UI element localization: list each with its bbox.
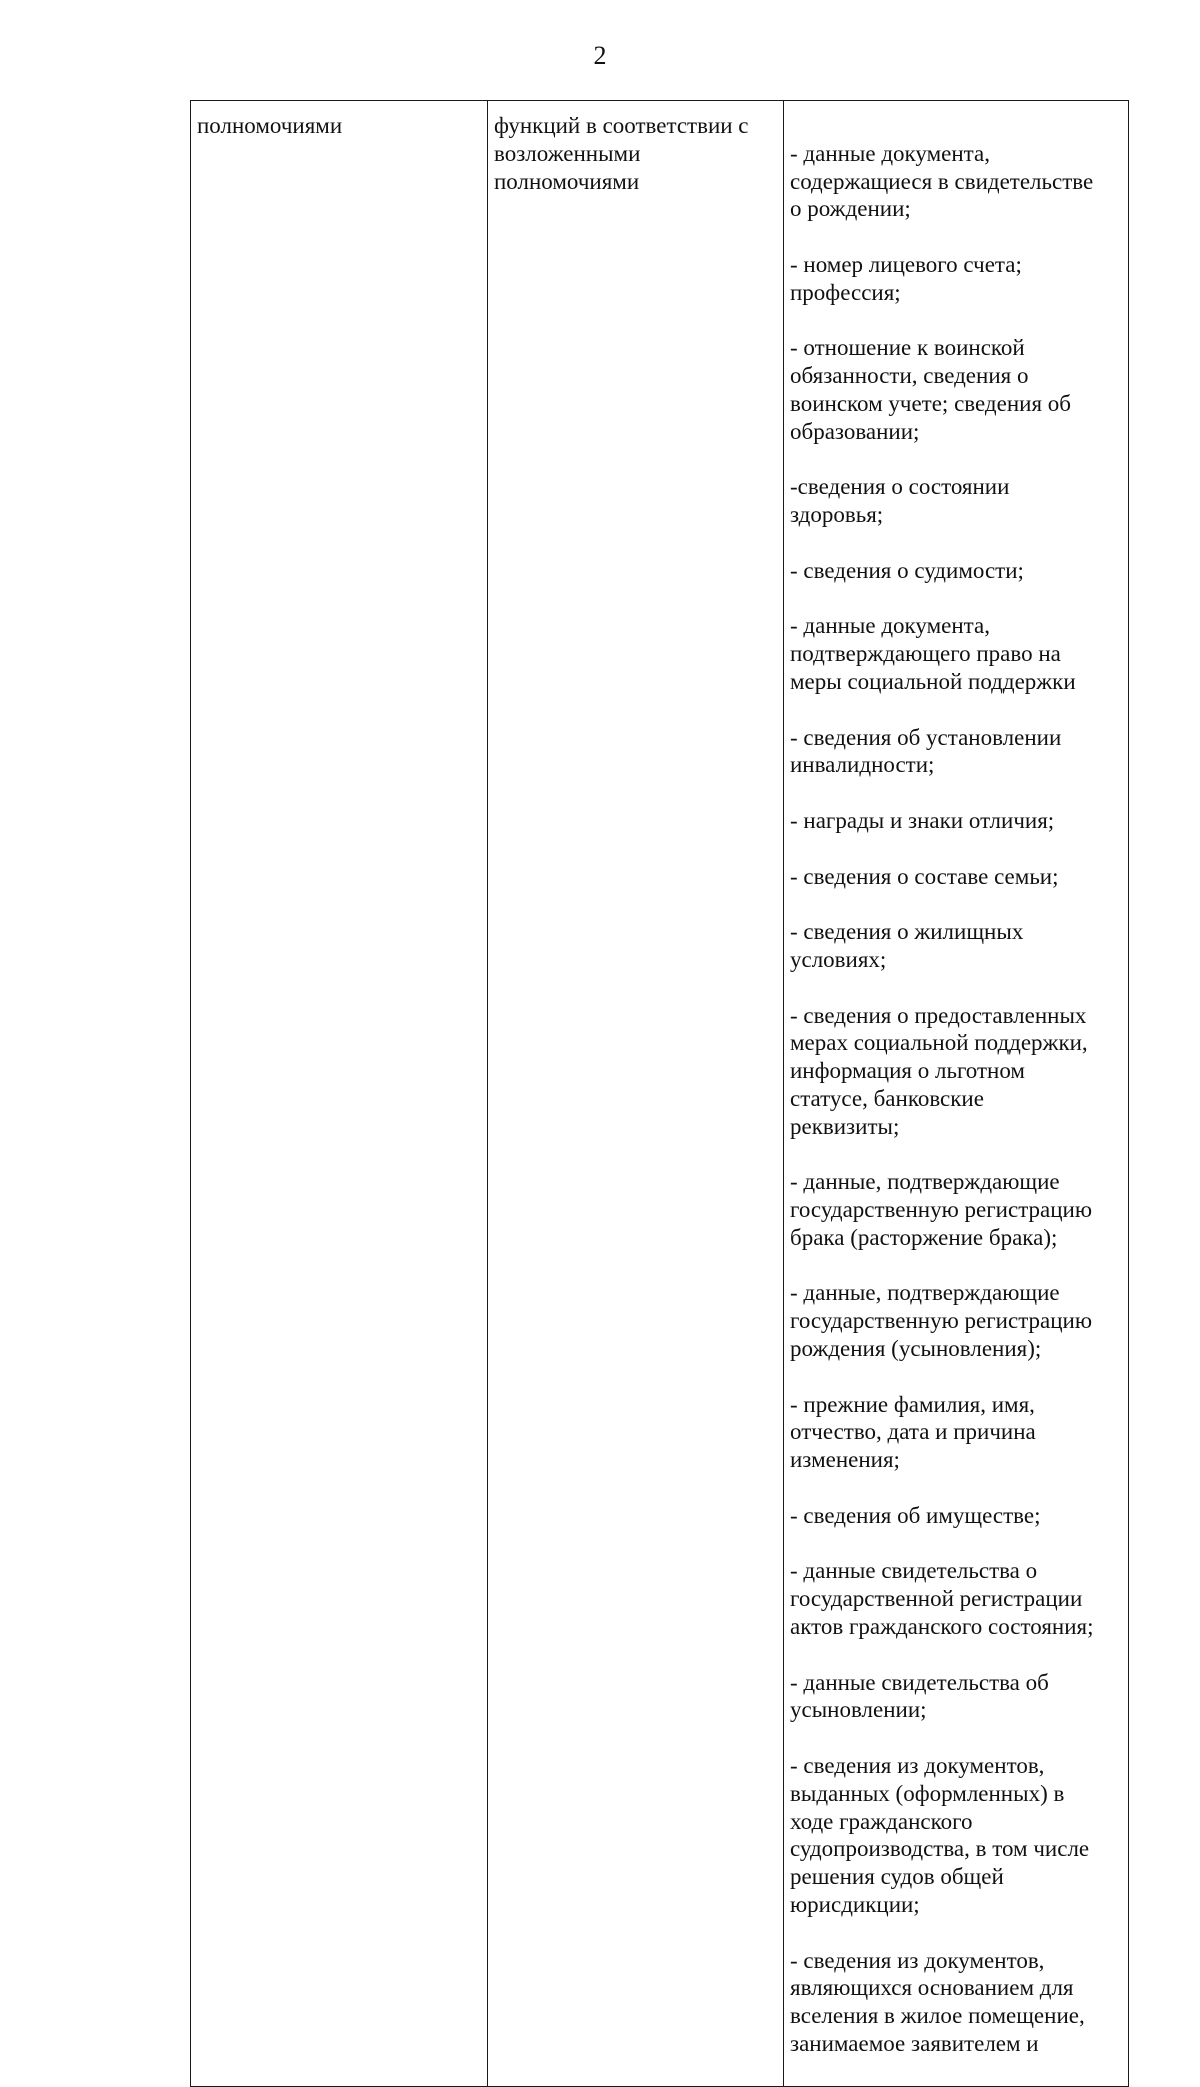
list-item: - сведения об имуществе; — [790, 1502, 1041, 1528]
table-cell-col3 — [784, 101, 1129, 2087]
list-item: - сведения о жилищных условиях; — [790, 919, 1024, 972]
list-item: - сведения об установлении инвалидности; — [790, 724, 1062, 778]
col1-text: полномочиями — [197, 113, 343, 138]
table-cell-col2 — [488, 101, 784, 2087]
list-item: - номер лицевого счета; профессия; — [790, 251, 1022, 305]
col2-text: функций в соответствии с возложенными полномочиями — [494, 113, 749, 194]
table-row — [191, 101, 1129, 2087]
list-item: - награды и знаки отличия; — [790, 807, 1055, 833]
list-item: - данные документа, подтверждающего право на меры социальной поддержки — [790, 613, 1076, 694]
list-item: - данные документа, содержащиеся в свидетельстве о рождении; — [790, 140, 1094, 222]
list-item: - данные свидетельства об усыновлении; — [790, 1669, 1049, 1723]
list-item: - отношение к воинской обязанности, сведения о воинском учете; сведения об образовании; — [790, 335, 1071, 444]
table-cell-col1 — [191, 101, 488, 2087]
list-item: - сведения о составе семьи; — [790, 863, 1059, 889]
list-item: - прежние фамилия, имя, отчество, дата и причина изменения; — [790, 1391, 1036, 1473]
list-item: - сведения о судимости; — [790, 557, 1024, 583]
list-item: - данные свидетельства о государственной регистрации актов гражданского состояния; — [790, 1558, 1094, 1640]
list-item: -сведения о состоянии здоровья; — [790, 474, 1010, 528]
list-item: - данные, подтверждающие государственную регистрацию брака (расторжение брака); — [790, 1169, 1093, 1250]
list-item: - данные, подтверждающие государственную регистрацию рождения (усыновления); — [790, 1280, 1093, 1362]
list-item: - сведения о предоставленных мерах социальной поддержки, информация о льготном статусе, банковские реквизиты; — [790, 1002, 1088, 1139]
col3-list — [790, 112, 1124, 2086]
document-table — [190, 100, 1129, 2087]
page-number: 2 — [593, 41, 607, 70]
list-item: - сведения из документов, являющихся основанием для вселения в жилое помещение, занимаемое заявителем и — [790, 1947, 1085, 2056]
list-item: - сведения из документов, выданных (оформленных) в ходе гражданского судопроизводства, в том числе решения судов общей юрисдикции; — [790, 1753, 1090, 1917]
